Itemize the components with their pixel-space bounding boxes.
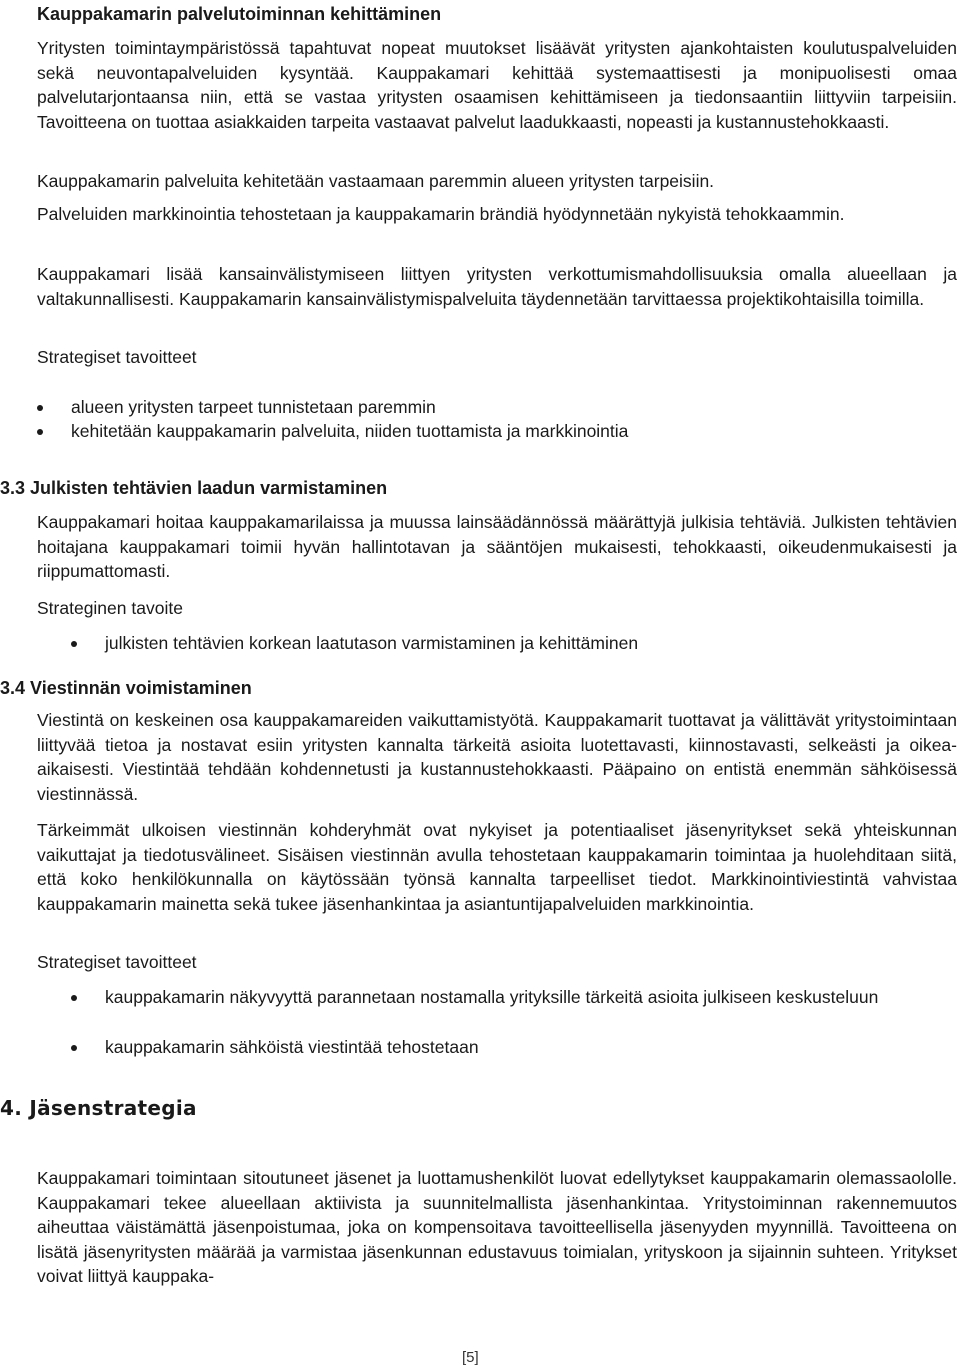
goals-label: Strategiset tavoitteet [37,952,197,972]
section-title: Kauppakamarin palvelutoiminnan kehittäminen [37,4,442,24]
paragraph: Kauppakamarin palveluita kehitetään vastaamaan paremmin alueen yritysten tarpeisiin. [37,171,715,191]
bullet-icon [71,641,77,647]
list-item: kauppakamarin näkyvyyttä parannetaan nostamalla yrityksille tärkeitä asioita julkiseen keskusteluun [71,985,923,1035]
paragraph: Yritysten toimintaympäristössä tapahtuvat nopeat muutokset lisäävät yritysten ajankohtaisten koulutuspalveluiden sekä neuvontapalveluiden kysyntää. Kauppakamari kehittää systemaattisesti ja monipuolisesti omaa palvelutarjontaansa niin, että se vastaa yritysten osaamisen kehittämiseen ja tiedonsaantiin liittyviin tarpeisiin. Tavoitteena on tuottaa asiakkaiden tarpeita vastaavat palvelut laadukkaasti, nopeasti ja kustannustehokkaasti. [37,38,957,132]
bullet-icon [37,405,43,411]
goals-label: Strategiset tavoitteet [37,347,197,367]
bullet-icon [71,1045,77,1051]
bullet-icon [37,429,43,435]
paragraph: Kauppakamari lisää kansainvälistymiseen liittyen yritysten verkottumismahdollisuuksia omalla alueellaan ja valtakunnallisesti. Kauppakamarin kansainvälistymispalveluita täydennetään tarvittaessa projektikohtaisilla toimilla. [37,264,957,309]
paragraph: Kauppakamari hoitaa kauppakamarilaissa ja muussa lainsäädännössä määrättyjä julkisia tehtäviä. Julkisten tehtävien hoitajana kauppakamari toimii hyvän hallintotavan ja sääntöjen mukaisesti, tehokkaasti, oikeudenmukaisesti ja riippumattomasti. [37,512,957,581]
bullet-icon [71,995,77,1001]
page-number: [5] [462,1349,479,1366]
document-page: Kauppakamarin palvelutoiminnan kehittäminen Yritysten toimintaympäristössä tapahtuvat nopeat muutokset lisäävät yritysten ajankohtaisten koulutuspalveluiden sekä neuvontapalveluiden kysyntää. Kauppakamari kehittää systemaattisesti ja monipuolisesti omaa palvelutarjontaansa niin, että se vastaa yritysten osaamisen kehittämiseen ja tiedonsaantiin liittyviin tarpeisiin. Tavoitteena on tuottaa asiakkaiden tarpeita vastaavat palvelut laadukkaasti, nopeasti ja kustannustehokkaasti. Kauppakamarin palveluita kehitetään vastaamaan paremmin alueen yritysten tarpeisiin. Palveluiden markkinointia tehostetaan ja kauppakamarin brändiä hyödynnetään nykyistä tehokkaammin. Kauppakamari lisää kansainvälistymiseen liittyen yritysten verkottumismahdollisuuksia omalla alueellaan ja valtakunnallisesti. Kauppakamarin kansainvälistymispalveluita täydennetään tarvittaessa projektikohtaisilla toimilla. Strategiset tavoitteet alueen yritysten tarpeet tunnistetaan paremmin kehitetään kauppakamarin palveluita, niiden tuottamista ja markkinointia 3.3 Julkisten tehtävien laadun varmistaminen Kauppakamari hoitaa kauppakamarilaissa ja muussa lainsäädännössä määrättyjä julkisia tehtäviä. Julkisten tehtävien hoitajana kauppakamari toimii hyvän hallintotavan ja sääntöjen mukaisesti, tehokkaasti, oikeudenmukaisesti ja riippumattomasti. Strateginen tavoite julkisten tehtävien korkean laatutason varmistaminen ja kehittäminen 3.4 Viestinnän voimistaminen Viestintä on keskeinen osa kauppakamareiden vaikuttamistyötä. Kauppakamarit tuottavat ja välittävät yritystoimintaan liittyvää tietoa ja nostavat esiin yritysten kannalta tärkeitä asioita luotettavasti, kiinnostavasti, selkeästi ja oikea-aikaisesti. Viestintää tehdään kohdennetusti ja kustannustehokkaasti. Pääpaino on entistä enemmän sähköisessä viestinnässä. Tärkeimmät ulkoisen viestinnän kohderyhmät ovat nykyiset ja potentiaaliset jäsenyritykset sekä yhteiskunnan vaikuttajat ja tiedotusvälineet. Sisäisen viestinnän avulla tehostetaan kauppakamarin toimintaa ja huolehditaan siitä, että koko henkilökunnalla on käytössään työnsä kannalta tarpeelliset tiedot. Markkinointiviestintä vahvistaa kauppakamarin mainetta sekä tukee jäsenhankintaa ja asiantuntijapalveluiden markkinointia. Strategiset tavoitteet kauppakamarin näkyvyyttä parannetaan nostamalla yrityksille tärkeitä asioita julkiseen keskusteluun kauppakamarin sähköistä viestintää tehostetaan 4. Jäsenstrategia Kauppakamari toimintaan sitoutuneet jäsenet ja luottamushenkilöt luovat edellytykset kauppakamarin olemassaololle. Kauppakamari tekee alueellaan aktiivista ja suunnitelmallista jäsenhankintaa. Yritystoiminnan rakennemuutos aiheuttaa väistämättä jäsenpoistumaa, joka on kompensoitava tavoitteellisella jäsenyyden myynnillä. Tavoitteena on lisätä jäsenyritysten määrää ja varmistaa jäsenkunnan edustavuus toimialan, yrityskoon ja sijainnin suhteen. Yritykset voivat liittyä kauppaka- [5] [0,4,957,1366]
paragraph: Tärkeimmät ulkoisen viestinnän kohderyhmät ovat nykyiset ja potentiaaliset jäsenyritykset sekä yhteiskunnan vaikuttajat ja tiedotusvälineet. Sisäisen viestinnän avulla tehostetaan kauppakamarin toimintaa ja huolehditaan siitä, että koko henkilökunnalla on käytössään työnsä kannalta tarpeelliset tiedot. Markkinointiviestintä vahvistaa kauppakamarin mainetta sekä tukee jäsenhankintaa ja asiantuntijapalveluiden markkinointia. [37,820,957,914]
section-title: 3.3 Julkisten tehtävien laadun varmistaminen [0,478,388,498]
paragraph: Palveluiden markkinointia tehostetaan ja kauppakamarin brändiä hyödynnetään nykyistä tehokkaammin. [37,204,845,224]
paragraph: Viestintä on keskeinen osa kauppakamareiden vaikuttamistyötä. Kauppakamarit tuottavat ja välittävät yritystoimintaan liittyvää tietoa ja nostavat esiin yritysten kannalta tärkeitä asioita luotettavasti, kiinnostavasti, selkeästi ja oikea-aikaisesti. Viestintää tehdään kohdennetusti ja kustannustehokkaasti. Pääpaino on entistä enemmän sähköisessä viestinnässä. [37,710,957,804]
chapter-title: 4. Jäsenstrategia [0,1096,197,1120]
section-title: 3.4 Viestinnän voimistaminen [0,678,252,698]
paragraph: Kauppakamari toimintaan sitoutuneet jäsenet ja luottamushenkilöt luovat edellytykset kauppakamarin olemassaololle. Kauppakamari tekee alueellaan aktiivista ja suunnitelmallista jäsenhankintaa. Yritystoiminnan rakennemuutos aiheuttaa väistämättä jäsenpoistumaa, joka on kompensoitava tavoitteellisella jäsenyyden myynnillä. Tavoitteena on lisätä jäsenyritysten määrää ja varmistaa jäsenkunnan edustavuus toimialan, yrityskoon ja sijainnin suhteen. Yritykset voivat liittyä kauppaka- [37,1168,957,1286]
goals-label: Strateginen tavoite [37,598,183,618]
